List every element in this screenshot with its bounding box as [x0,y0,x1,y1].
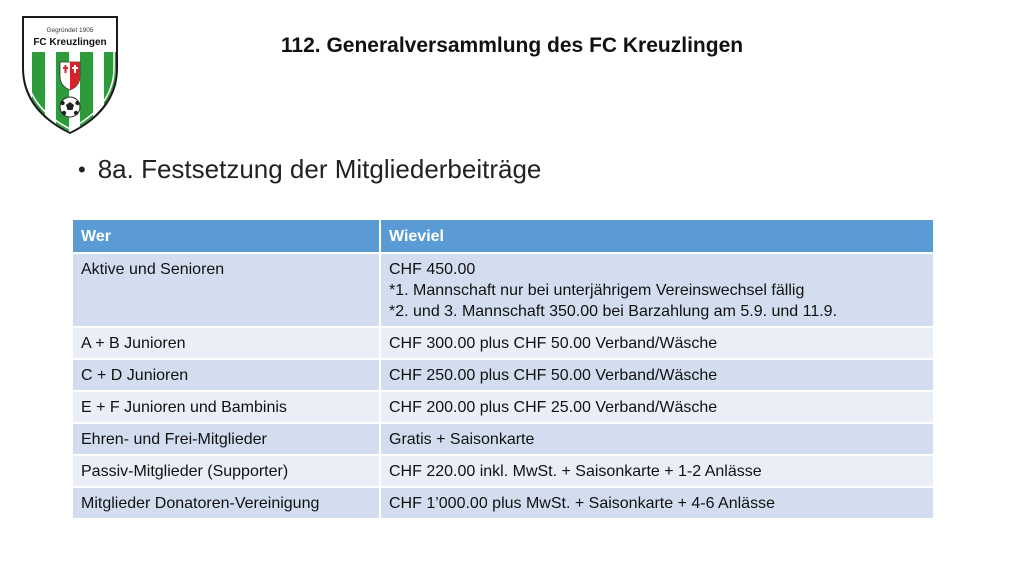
cell-wieviel: CHF 250.00 plus CHF 50.00 Verband/Wäsche [380,359,934,391]
cell-line: *2. und 3. Mannschaft 350.00 bei Barzahlung am 5.9. und 11.9. [389,303,838,320]
football-icon [60,97,80,117]
cell-wer: Passiv-Mitglieder (Supporter) [72,455,380,487]
cell-wieviel: CHF 200.00 plus CHF 25.00 Verband/Wäsche [380,391,934,423]
cell-wer: A + B Junioren [72,327,380,359]
cell-wer: Mitglieder Donatoren-Vereinigung [72,487,380,519]
cell-line: *1. Mannschaft nur bei unterjährigem Vereinswechsel fällig [389,282,805,299]
cell-wer: C + D Junioren [72,359,380,391]
table-row [72,423,934,455]
logo-founded-text: Gegründet 1905 [46,27,94,34]
bullet-point [78,154,541,185]
table-row [72,391,934,423]
cell-wer: Aktive und Senioren [72,253,380,327]
table-row [72,253,934,327]
table-row [72,487,934,519]
table-row [72,359,934,391]
table-row [72,455,934,487]
cell-wieviel: CHF 220.00 inkl. MwSt. + Saisonkarte + 1-2 Anlässe [380,455,934,487]
cell-wieviel: CHF 300.00 plus CHF 50.00 Verband/Wäsche [380,327,934,359]
bullet-text: 8a. Festsetzung der Mitgliederbeiträge [97,154,542,184]
table-header-row [72,219,934,253]
header-wieviel: Wieviel [380,219,934,253]
bullet-dot-icon: • [78,156,86,182]
cell-wer: E + F Junioren und Bambinis [72,391,380,423]
slide-title: 112. Generalversammlung des FC Kreuzlingen [280,34,744,57]
cell-wieviel: Gratis + Saisonkarte [380,423,934,455]
cell-wer: Ehren- und Frei-Mitglieder [72,423,380,455]
header-wer: Wer [72,219,380,253]
fees-table [71,218,935,520]
cell-line: CHF 450.00 [389,261,476,278]
club-crest-logo [18,12,122,136]
table-row [72,327,934,359]
logo-club-name: FC Kreuzlingen [33,37,107,48]
cell-wieviel: CHF 1’000.00 plus MwSt. + Saisonkarte + 4-6 Anlässe [380,487,934,519]
cell-wieviel [380,253,934,327]
